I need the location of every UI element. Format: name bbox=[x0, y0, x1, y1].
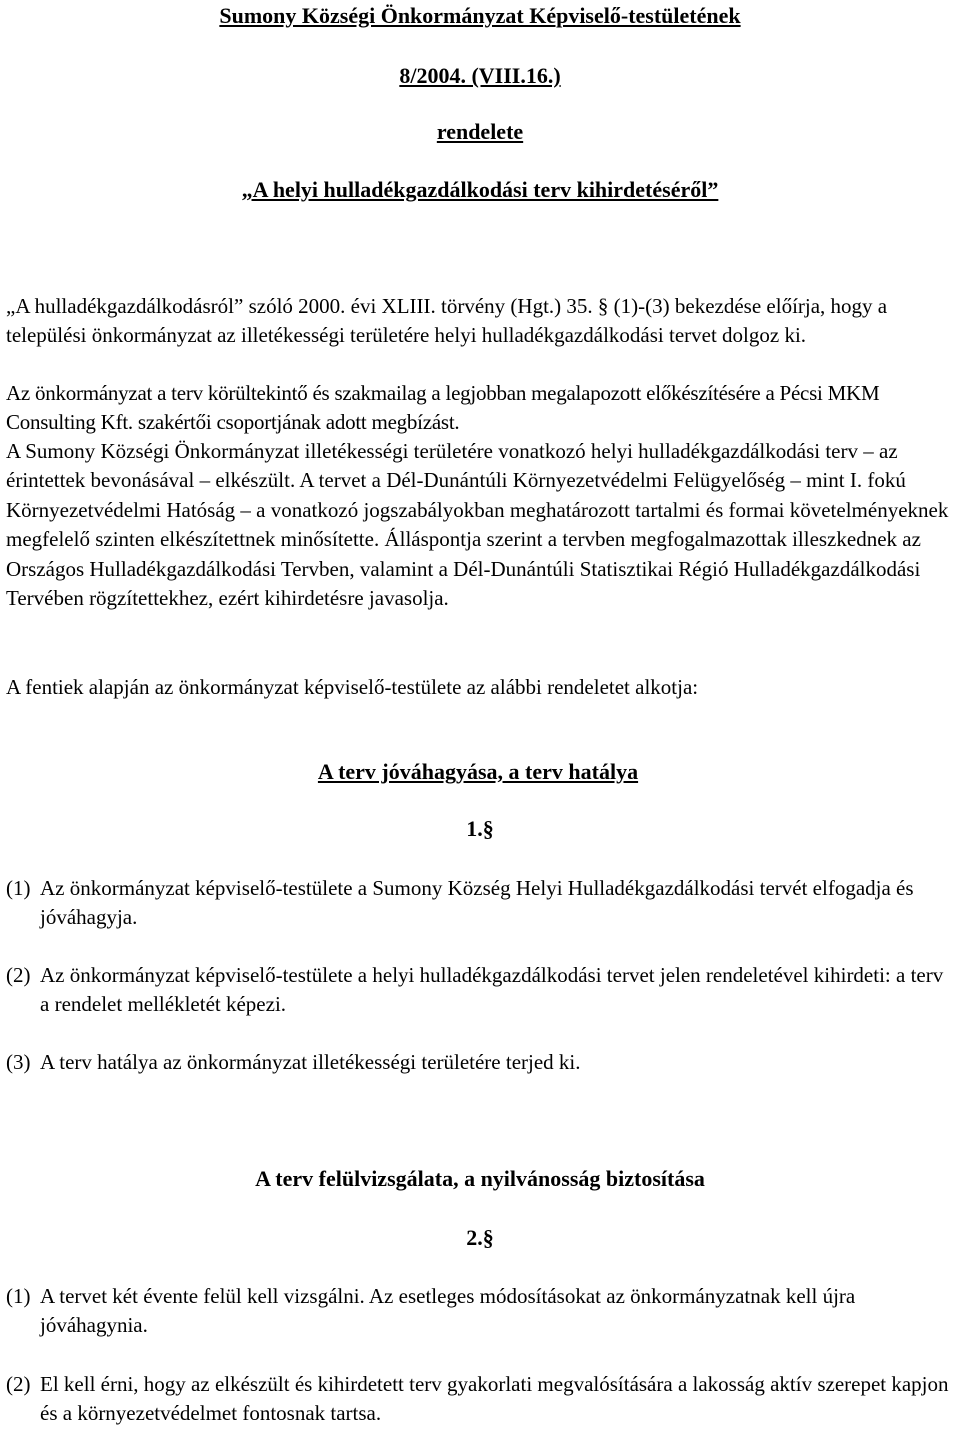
section2-number: 2.§ bbox=[466, 1225, 494, 1250]
preamble-paragraph-1: „A hulladékgazdálkodásról” szóló 2000. évi XLIII. törvény (Hgt.) 35. § (1)-(3) bekezdése előírja, hogy a települési önkormányzat az illetékességi területére helyi hulladékgazdálkodási tervet dolgoz ki. bbox=[6, 294, 888, 348]
section1-item-2 bbox=[6, 961, 952, 1020]
section1-heading: A terv jóváhagyása, a terv hatálya bbox=[317, 759, 639, 784]
section1-item-3 bbox=[6, 1048, 952, 1077]
item-number: (3) bbox=[6, 1050, 31, 1074]
item-text: El kell érni, hogy az elkészült és kihirdetett terv gyakorlati megvalósítására a lakosság aktív szerepet kapjon és a környezetvédelmet fontosnak tartsa. bbox=[40, 1372, 949, 1426]
title-subject: „A helyi hulladékgazdálkodási terv kihirdetéséről” bbox=[241, 177, 719, 202]
preamble-paragraph-3: A Sumony Községi Önkormányzat illetékességi területére vonatkozó helyi hulladékgazdálkodási terv – az érintettek bevonásával – elkészült. A tervet a Dél-Dunántúli Környezetvédelmi Felügyelőség – mint I. fokú Környezetvédelmi Hatóság – a vonatkozó jogszabályokban meghatározott tartalmi és formai követelményeknek megfelelő szinten elkészítettnek minősítette. Álláspontja szerint a tervben megfogalmazottak illeszkednek az Országos Hulladékgazdálkodási Tervben, valamint a Dél-Dunántúli Statisztikai Régió Hulladékgazdálkodási Tervében rögzítettekhez, ezért kihirdetésre javasolja. bbox=[6, 439, 949, 611]
section2-item-2 bbox=[6, 1370, 952, 1429]
section1-number: 1.§ bbox=[466, 816, 494, 841]
item-text: A terv hatálya az önkormányzat illetékességi területére terjed ki. bbox=[40, 1050, 581, 1074]
item-number: (2) bbox=[6, 963, 31, 987]
item-text: Az önkormányzat képviselő-testülete a helyi hulladékgazdálkodási tervet jelen rendeletével kihirdeti: a terv a rendelet mellékletét képezi. bbox=[40, 963, 944, 1017]
preamble-paragraph-2: Az önkormányzat a terv körültekintő és szakmailag a legjobban megalapozott előkészítésére a Pécsi MKM Consulting Kft. szakértői csoportjának adott megbízást. bbox=[6, 381, 880, 435]
section2-heading: A terv felülvizsgálata, a nyilvánosság biztosítása bbox=[255, 1166, 705, 1191]
item-text: A tervet két évente felül kell vizsgálni. Az esetleges módosításokat az önkormányzatnak kell újra jóváhagynia. bbox=[40, 1284, 856, 1338]
item-text: Az önkormányzat képviselő-testülete a Sumony Község Helyi Hulladékgazdálkodási tervét elfogadja és jóváhagyja. bbox=[40, 876, 914, 930]
title-council: Sumony Községi Önkormányzat Képviselő-testületének bbox=[219, 3, 741, 28]
item-number: (1) bbox=[6, 1284, 31, 1308]
item-number: (2) bbox=[6, 1372, 31, 1396]
section1-item-1 bbox=[6, 874, 952, 933]
title-rendelete: rendelete bbox=[436, 119, 524, 144]
title-decree-number: 8/2004. (VIII.16.) bbox=[399, 63, 561, 88]
section2-item-1 bbox=[6, 1282, 952, 1341]
item-number: (1) bbox=[6, 876, 31, 900]
preamble-paragraph-4: A fentiek alapján az önkormányzat képviselő-testülete az alábbi rendeletet alkotja: bbox=[6, 675, 699, 699]
